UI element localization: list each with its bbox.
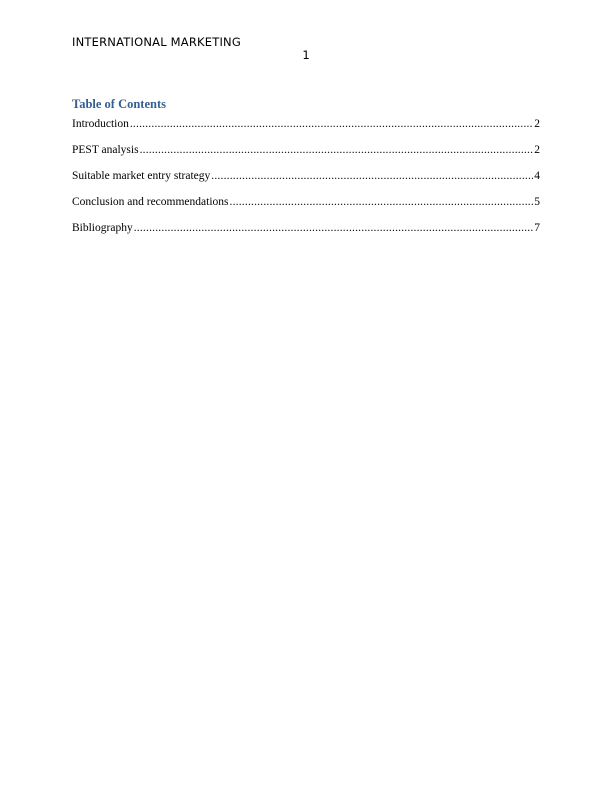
toc-entry-label: Conclusion and recommendations xyxy=(72,196,229,208)
toc-list xyxy=(72,118,540,248)
toc-entry-page: 7 xyxy=(534,222,540,234)
toc-entry-market-entry-strategy[interactable] xyxy=(72,170,540,196)
toc-entry-page: 5 xyxy=(534,196,540,208)
toc-dot-leader xyxy=(140,144,534,156)
page-number: 1 xyxy=(302,48,310,62)
toc-entry-bibliography[interactable] xyxy=(72,222,540,248)
toc-entry-label: Introduction xyxy=(72,118,129,130)
toc-entry-introduction[interactable] xyxy=(72,118,540,144)
toc-entry-page: 2 xyxy=(534,144,540,156)
toc-entry-label: Suitable market entry strategy xyxy=(72,170,211,182)
toc-entry-page: 4 xyxy=(534,170,540,182)
running-header-title: INTERNATIONAL MARKETING xyxy=(72,35,241,49)
toc-entry-conclusion[interactable] xyxy=(72,196,540,222)
toc-entry-pest-analysis[interactable] xyxy=(72,144,540,170)
toc-dot-leader xyxy=(230,196,534,208)
toc-heading: Table of Contents xyxy=(72,97,166,111)
toc-dot-leader xyxy=(134,222,534,234)
toc-entry-page: 2 xyxy=(534,118,540,130)
toc-entry-label: Bibliography xyxy=(72,222,133,234)
toc-dot-leader xyxy=(211,170,533,182)
toc-dot-leader xyxy=(130,118,533,130)
toc-entry-label: PEST analysis xyxy=(72,144,139,156)
